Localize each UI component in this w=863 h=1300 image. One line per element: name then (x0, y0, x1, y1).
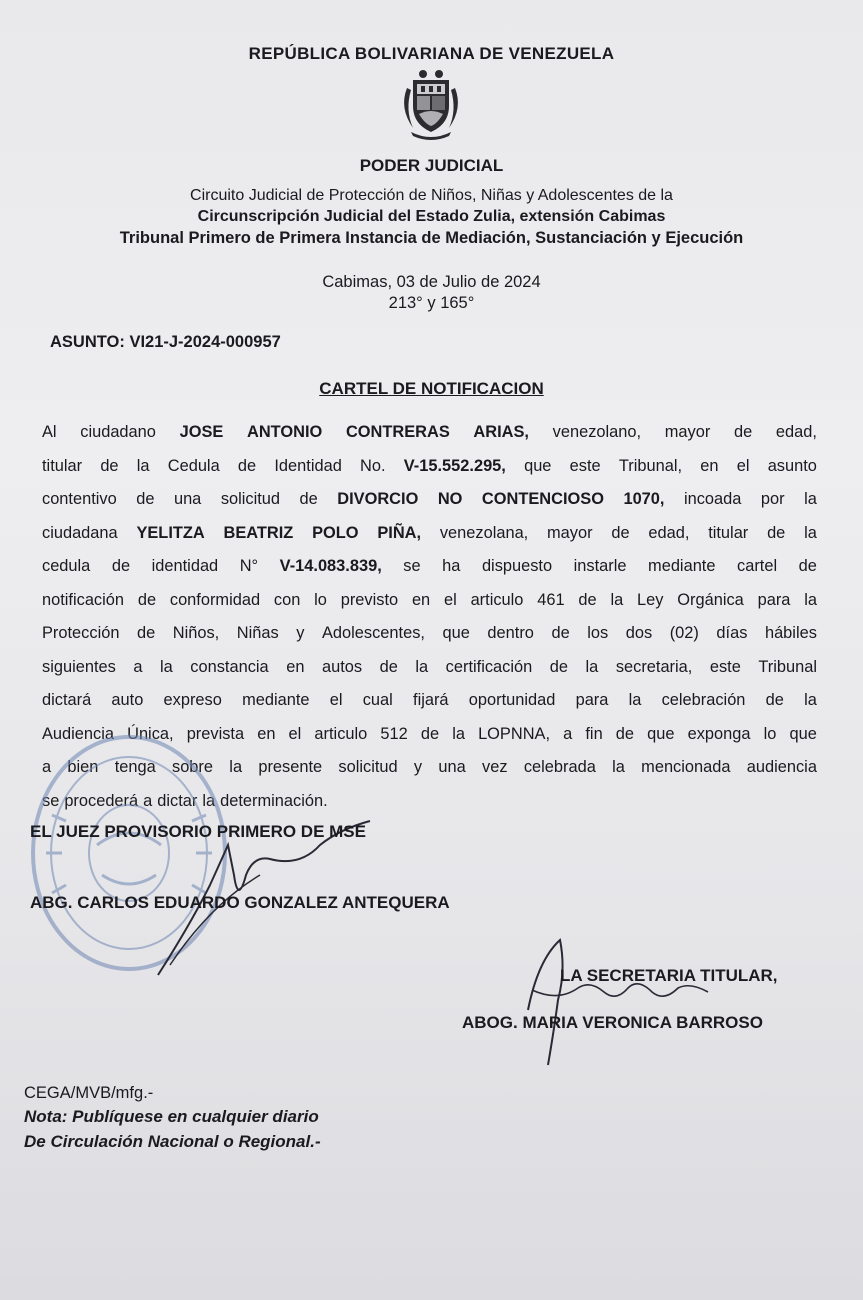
body-word: y (296, 624, 305, 642)
judicial-branch-heading: PODER JUDICIAL (359, 156, 504, 175)
body-word: la (628, 691, 642, 709)
body-word: venezolano, (552, 423, 642, 441)
body-word: ciudadano (80, 423, 156, 441)
body-word: LOPNNA, (478, 724, 551, 743)
body-word: articulo (470, 590, 524, 609)
body-word: certificación (445, 657, 533, 676)
judge-title: EL JUEZ PROVISORIO PRIMERO DE MSE (30, 822, 366, 841)
body-word: Audiencia (42, 724, 114, 743)
body-word: de (733, 423, 753, 441)
body-word: celebrada (523, 758, 596, 776)
body-word: Ley (637, 590, 664, 609)
body-word: fijará (413, 691, 449, 709)
body-word: Niñas (236, 624, 279, 642)
body-word: en (286, 657, 305, 676)
body-word: la (804, 590, 817, 609)
body-line (42, 785, 817, 819)
body-word: días (716, 624, 748, 642)
body-word: articulo (314, 724, 368, 743)
body-word-bold: DIVORCIO (337, 490, 419, 508)
body-word: auto (111, 691, 144, 709)
body-word: y (413, 758, 423, 776)
body-word: dictar (157, 791, 198, 810)
body-word: Tribunal (758, 657, 817, 676)
body-word: en (257, 724, 276, 743)
body-word: ha (442, 557, 461, 575)
body-word: celebración (661, 691, 746, 709)
body-word: de (137, 590, 157, 609)
body-word: la (202, 791, 216, 810)
body-word: procederá (64, 791, 139, 810)
body-word: solicitud (338, 758, 398, 776)
body-word: Orgánica (677, 590, 744, 609)
body-word: la (610, 590, 624, 609)
document-title (0, 379, 863, 399)
body-word: siguientes (42, 657, 116, 676)
body-word: conformidad (169, 590, 261, 609)
body-word: dictará (42, 691, 92, 709)
body-line (42, 550, 817, 584)
body-line (42, 517, 817, 551)
body-word: notificación (42, 590, 125, 609)
body-word: el (288, 724, 302, 743)
body-line (42, 416, 817, 450)
body-line (42, 450, 817, 484)
publication-note-line-1: Nota: Publíquese en cualquier diario (24, 1107, 319, 1126)
body-word: determinación. (220, 791, 328, 810)
body-word: cual (362, 691, 393, 709)
body-word: Cedula (167, 456, 220, 475)
body-word: de (578, 590, 597, 609)
body-word: la (585, 657, 599, 676)
body-word: de (549, 657, 568, 676)
body-word: la (612, 758, 625, 776)
header-line-1: Circuito Judicial de Protección de Niños, Niñas y Adolescentes de la (190, 187, 673, 204)
body-word: expreso (163, 691, 222, 709)
body-word: la (160, 657, 173, 676)
body-word: incoada (683, 490, 742, 508)
coat-of-arms-icon (393, 66, 469, 142)
body-word: a (143, 791, 153, 810)
body-word: en (411, 590, 431, 609)
body-word: que (524, 456, 552, 475)
body-word: mediante (648, 557, 716, 575)
body-word: Al (42, 423, 57, 441)
body-word: en (700, 456, 719, 475)
body-line (42, 684, 817, 718)
body-word: hábiles (764, 624, 817, 642)
body-word: una (438, 758, 466, 776)
body-word-bold: ARIAS, (473, 423, 529, 441)
body-word: exponga (687, 724, 751, 743)
body-word: titular (42, 456, 83, 475)
body-word: Identidad (274, 456, 342, 475)
body-word: a (42, 758, 52, 776)
body-word: venezolana, (439, 523, 529, 542)
body-word: 461 (537, 590, 565, 609)
body-word: de (551, 624, 570, 642)
body-word: la (415, 657, 429, 676)
body-word: la (229, 758, 243, 776)
body-line (42, 651, 817, 685)
document-title-text: CARTEL DE NOTIFICACION (319, 379, 544, 398)
publication-note-line-2: De Circulación Nacional o Regional.- (24, 1132, 321, 1151)
body-word: bien (67, 758, 99, 776)
body-word: el (443, 590, 457, 609)
body-word: tenga (114, 758, 156, 776)
body-word: a (563, 724, 573, 743)
body-word: lo (314, 590, 327, 609)
body-word: mediante (242, 691, 310, 709)
body-word: mencionada (641, 758, 731, 776)
body-word: la (452, 724, 465, 743)
body-word-bold: V-15.552.295, (403, 456, 506, 475)
body-word: por (760, 490, 785, 508)
body-word: previsto (340, 590, 399, 609)
body-word: Protección (42, 624, 120, 642)
body-word: dispuesto (481, 557, 553, 575)
body-word: el (329, 691, 343, 709)
body-word: de (299, 490, 318, 508)
body-word: de (136, 490, 155, 508)
notification-body (42, 416, 817, 818)
body-word: la (804, 523, 817, 542)
case-number: ASUNTO: VI21-J-2024-000957 (50, 333, 281, 351)
body-word: fin (585, 724, 603, 743)
body-word: de (111, 557, 131, 575)
body-word: solicitud (220, 490, 281, 508)
body-word: vez (482, 758, 508, 776)
body-word: los (587, 624, 609, 642)
header-line-3: Tribunal Primero de Primera Instancia de Mediación, Sustanciación y Ejecución (119, 229, 744, 247)
body-word: presente (258, 758, 323, 776)
body-word: Tribunal, (618, 456, 683, 475)
body-word: que (442, 624, 470, 642)
secretary-signature (518, 930, 718, 1070)
body-word: de (237, 456, 257, 475)
body-word: la (136, 456, 150, 475)
body-word: de (798, 557, 817, 575)
body-word: No. (360, 456, 386, 475)
body-word: una (173, 490, 202, 508)
reference-initials: CEGA/MVB/mfg.- (24, 1084, 154, 1102)
body-word: ciudadana (42, 523, 118, 542)
body-line (42, 617, 817, 651)
body-word: mayor (547, 523, 593, 542)
body-word-bold: ANTONIO (246, 423, 323, 441)
body-word: de (137, 624, 156, 642)
body-word: mayor (664, 423, 711, 441)
place-date: Cabimas, 03 de Julio de 2024 (322, 273, 541, 291)
body-word: se (42, 791, 60, 810)
body-word: identidad (151, 557, 219, 575)
body-word: instarle (573, 557, 627, 575)
body-word: de (420, 724, 440, 743)
body-word: 512 (380, 724, 408, 743)
body-word-bold: CONTENCIOSO (481, 490, 604, 508)
body-word: autos (321, 657, 363, 676)
body-word-bold: 1070, (623, 490, 665, 508)
body-word: dos (625, 624, 653, 642)
body-word: de (611, 523, 630, 542)
secretary-title: LA SECRETARIA TITULAR, (560, 966, 778, 985)
body-word-bold: JOSE (179, 423, 224, 441)
body-word: sobre (172, 758, 214, 776)
secretary-name: ABOG. MARIA VERONICA BARROSO (462, 1013, 763, 1032)
country-heading: REPÚBLICA BOLIVARIANA DE VENEZUELA (248, 44, 615, 63)
body-word: edad, (648, 523, 690, 542)
body-word: de (379, 657, 398, 676)
body-line (42, 718, 817, 752)
body-word: oportunidad (468, 691, 556, 709)
body-word-bold: BEATRIZ (223, 523, 294, 542)
body-line (42, 483, 817, 517)
body-word-bold: POLO (312, 523, 359, 542)
body-word: edad, (775, 423, 817, 441)
body-word: audiencia (746, 758, 817, 776)
body-word: la (804, 490, 817, 508)
body-word: el (736, 456, 750, 475)
body-word-bold: NO (437, 490, 463, 508)
body-word: titular (708, 523, 749, 542)
body-word: Niños, (172, 624, 220, 642)
body-word: cartel (737, 557, 778, 575)
body-word: de (615, 724, 635, 743)
body-word: constancia (190, 657, 269, 676)
body-word: cedula (42, 557, 91, 575)
body-word: de (767, 523, 786, 542)
body-word: se (403, 557, 421, 575)
body-word: de (100, 456, 119, 475)
body-word-bold: CONTRERAS (345, 423, 450, 441)
body-word: de (765, 691, 784, 709)
body-line (42, 751, 817, 785)
body-word: Única, (127, 724, 174, 743)
judge-name: ABG. CARLOS EDUARDO GONZALEZ ANTEQUERA (30, 893, 450, 912)
body-word: lo (763, 724, 777, 743)
body-word: prevista (186, 724, 245, 743)
body-word: para (757, 590, 791, 609)
body-word-bold: V-14.083.839, (279, 557, 382, 575)
body-word: (02) (669, 624, 699, 642)
header-line-2: Circunscripción Judicial del Estado Zulia, extensión Cabimas (197, 208, 666, 225)
body-word: asunto (767, 456, 817, 475)
body-word: a (133, 657, 143, 676)
body-word: la (804, 691, 817, 709)
body-word-bold: YELITZA (136, 523, 205, 542)
body-word: N° (239, 557, 259, 575)
body-word: este (569, 456, 601, 475)
body-word: este (709, 657, 741, 676)
body-word: contentivo (42, 490, 117, 508)
body-word: dentro (487, 624, 534, 642)
body-word: con (273, 590, 301, 609)
body-word: secretaria, (615, 657, 693, 676)
body-word: que (647, 724, 675, 743)
body-line (42, 584, 817, 618)
years-line: 213° y 165° (388, 294, 475, 312)
body-word-bold: PIÑA, (377, 523, 422, 542)
body-word: Adolescentes, (322, 624, 425, 642)
body-word: que (789, 724, 817, 743)
body-word: para (575, 691, 609, 709)
